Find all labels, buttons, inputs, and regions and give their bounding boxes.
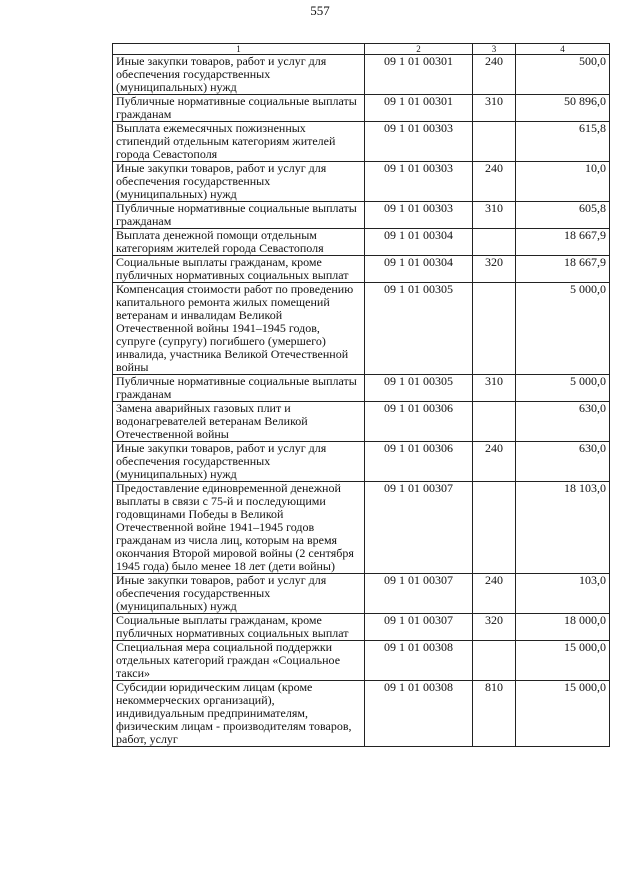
row-expense-type: 310 xyxy=(473,95,516,122)
table-row xyxy=(113,283,610,375)
row-target-code: 09 1 01 00307 xyxy=(365,614,473,641)
row-name: Иные закупки товаров, работ и услуг для обеспечения государственных (муниципальных) нужд xyxy=(113,442,365,482)
row-amount: 103,0 xyxy=(516,574,610,614)
table-body xyxy=(113,55,610,747)
row-target-code: 09 1 01 00308 xyxy=(365,681,473,747)
budget-table xyxy=(112,43,610,747)
row-amount: 630,0 xyxy=(516,442,610,482)
row-expense-type xyxy=(473,122,516,162)
row-amount: 605,8 xyxy=(516,202,610,229)
row-name: Выплата денежной помощи отдельным категориям жителей города Севастополя xyxy=(113,229,365,256)
row-amount: 15 000,0 xyxy=(516,641,610,681)
table-row xyxy=(113,375,610,402)
table-row xyxy=(113,122,610,162)
row-expense-type: 810 xyxy=(473,681,516,747)
row-amount: 18 000,0 xyxy=(516,614,610,641)
row-target-code: 09 1 01 00301 xyxy=(365,95,473,122)
row-name: Компенсация стоимости работ по проведению капитального ремонта жилых помещений ветеранам и инвалидам Великой Отечественной войны 1941–1945 годов, супруге (супругу) погибшего (умершего) инвалида, участника Великой Отечественной войны xyxy=(113,283,365,375)
column-header-name: 1 xyxy=(113,44,365,55)
row-name: Выплата ежемесячных пожизненных стипендий отдельным категориям жителей города Севастополя xyxy=(113,122,365,162)
row-target-code: 09 1 01 00303 xyxy=(365,122,473,162)
row-name: Публичные нормативные социальные выплаты гражданам xyxy=(113,202,365,229)
column-number-row xyxy=(113,44,610,55)
row-expense-type: 310 xyxy=(473,202,516,229)
row-amount: 500,0 xyxy=(516,55,610,95)
table-row xyxy=(113,402,610,442)
table-row xyxy=(113,162,610,202)
row-expense-type: 320 xyxy=(473,256,516,283)
table-row xyxy=(113,681,610,747)
row-name: Иные закупки товаров, работ и услуг для обеспечения государственных (муниципальных) нужд xyxy=(113,574,365,614)
row-expense-type xyxy=(473,229,516,256)
row-expense-type: 310 xyxy=(473,375,516,402)
row-name: Субсидии юридическим лицам (кроме некоммерческих организаций), индивидуальным предпринимателям, физическим лицам - производителям товаров, работ, услуг xyxy=(113,681,365,747)
row-target-code: 09 1 01 00307 xyxy=(365,574,473,614)
row-expense-type: 320 xyxy=(473,614,516,641)
row-name: Иные закупки товаров, работ и услуг для обеспечения государственных (муниципальных) нужд xyxy=(113,162,365,202)
row-name: Публичные нормативные социальные выплаты гражданам xyxy=(113,375,365,402)
row-expense-type xyxy=(473,641,516,681)
table-row xyxy=(113,482,610,574)
row-amount: 50 896,0 xyxy=(516,95,610,122)
row-name: Замена аварийных газовых плит и водонагревателей ветеранам Великой Отечественной войны xyxy=(113,402,365,442)
row-target-code: 09 1 01 00301 xyxy=(365,55,473,95)
row-expense-type xyxy=(473,482,516,574)
row-name: Иные закупки товаров, работ и услуг для обеспечения государственных (муниципальных) нужд xyxy=(113,55,365,95)
row-expense-type: 240 xyxy=(473,442,516,482)
row-expense-type: 240 xyxy=(473,162,516,202)
table-row xyxy=(113,442,610,482)
table-row xyxy=(113,202,610,229)
page-number: 557 xyxy=(310,3,330,18)
row-name: Специальная мера социальной поддержки отдельных категорий граждан «Социальное такси» xyxy=(113,641,365,681)
row-target-code: 09 1 01 00303 xyxy=(365,202,473,229)
table-row xyxy=(113,229,610,256)
table-row xyxy=(113,55,610,95)
table-row xyxy=(113,641,610,681)
column-header-code: 2 xyxy=(365,44,473,55)
table-row xyxy=(113,256,610,283)
row-target-code: 09 1 01 00303 xyxy=(365,162,473,202)
column-header-type: 3 xyxy=(473,44,516,55)
row-expense-type xyxy=(473,283,516,375)
row-target-code: 09 1 01 00307 xyxy=(365,482,473,574)
table-row xyxy=(113,614,610,641)
row-expense-type xyxy=(473,402,516,442)
row-amount: 5 000,0 xyxy=(516,375,610,402)
row-amount: 10,0 xyxy=(516,162,610,202)
row-name: Социальные выплаты гражданам, кроме публичных нормативных социальных выплат xyxy=(113,614,365,641)
table-row xyxy=(113,574,610,614)
row-amount: 5 000,0 xyxy=(516,283,610,375)
row-expense-type: 240 xyxy=(473,574,516,614)
row-amount: 18 103,0 xyxy=(516,482,610,574)
row-target-code: 09 1 01 00308 xyxy=(365,641,473,681)
column-header-amount: 4 xyxy=(516,44,610,55)
table-row xyxy=(113,95,610,122)
row-name: Предоставление единовременной денежной выплаты в связи с 75-й и последующими годовщинами Победы в Великой Отечественной войне 1941–1945 годов гражданам из числа лиц, которым на время окончания Второй мировой войны (2 сентября 1945 года) было менее 18 лет (дети войны) xyxy=(113,482,365,574)
row-target-code: 09 1 01 00306 xyxy=(365,442,473,482)
row-name: Публичные нормативные социальные выплаты гражданам xyxy=(113,95,365,122)
row-name: Социальные выплаты гражданам, кроме публичных нормативных социальных выплат xyxy=(113,256,365,283)
row-amount: 615,8 xyxy=(516,122,610,162)
row-target-code: 09 1 01 00305 xyxy=(365,283,473,375)
row-amount: 630,0 xyxy=(516,402,610,442)
row-amount: 18 667,9 xyxy=(516,256,610,283)
row-target-code: 09 1 01 00304 xyxy=(365,256,473,283)
row-target-code: 09 1 01 00305 xyxy=(365,375,473,402)
row-amount: 18 667,9 xyxy=(516,229,610,256)
row-target-code: 09 1 01 00306 xyxy=(365,402,473,442)
row-expense-type: 240 xyxy=(473,55,516,95)
row-target-code: 09 1 01 00304 xyxy=(365,229,473,256)
row-amount: 15 000,0 xyxy=(516,681,610,747)
